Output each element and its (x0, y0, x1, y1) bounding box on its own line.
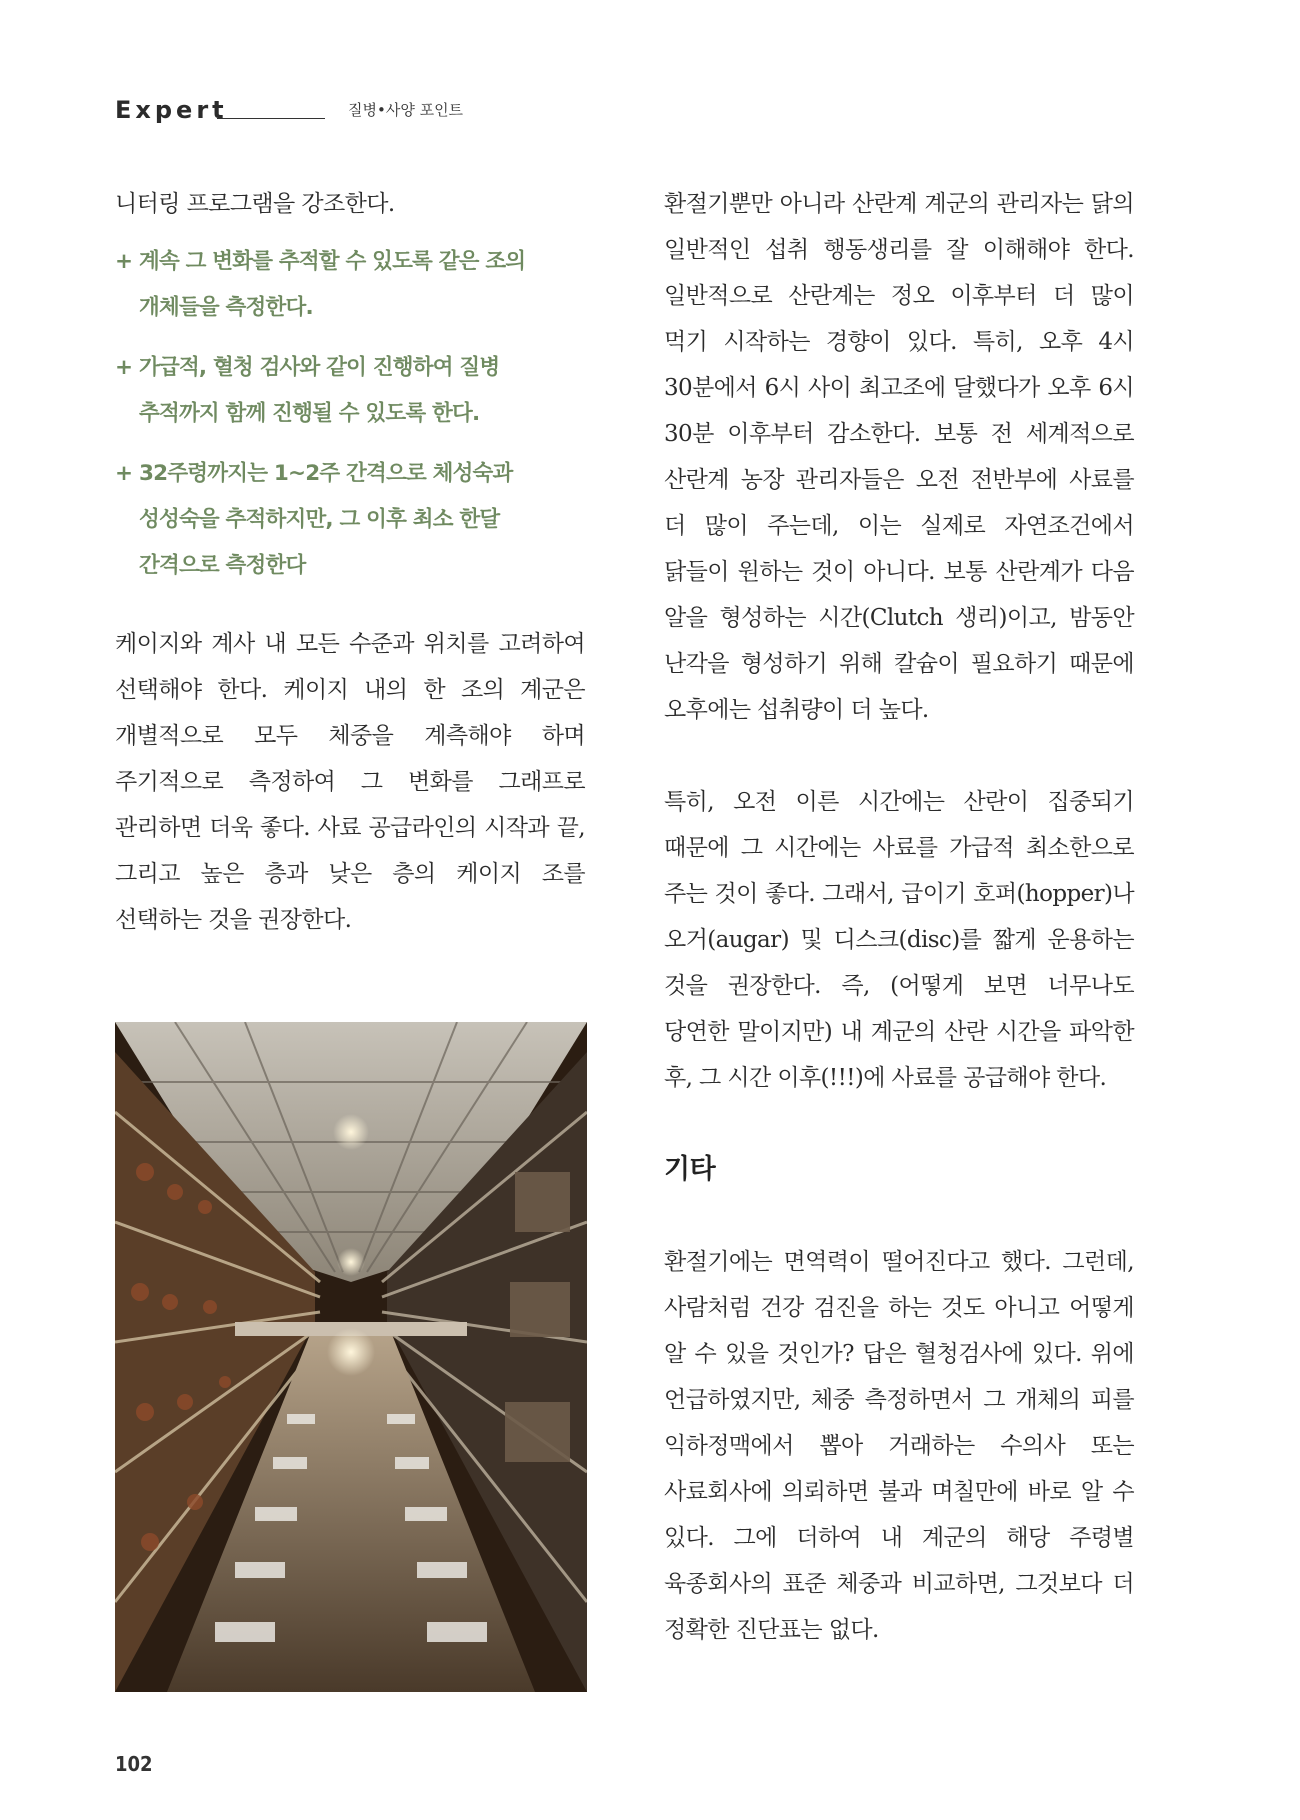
section-heading: 기타 (664, 1154, 716, 1185)
plus-icon: + (115, 355, 133, 380)
key-point-text: 가급적, 혈청 검사와 같이 진행하여 질병 추적까지 함께 진행될 수 있도록 한다. (139, 355, 500, 426)
page-number: 102 (115, 1752, 153, 1776)
spacer (664, 1193, 1134, 1239)
spacer (115, 603, 585, 621)
right-column (664, 181, 1134, 1653)
key-point-text: 32주령까지는 1~2주 간격으로 체성숙과 성성숙을 추적하지만, 그 이후 최소 한달 간격으로 측정한다 (139, 461, 513, 578)
key-point (115, 451, 585, 589)
plus-icon: + (115, 461, 133, 486)
body-paragraph: 환절기에는 면역력이 떨어진다고 했다. 그런데, 사람처럼 건강 검진을 하는 것도 아니고 어떻게 알 수 있을 것인가? 답은 혈청검사에 있다. 위에 언급하였지만, 체중 측정하면서 그 개체의 피를 익하정맥에서 뽑아 거래하는 수의사 또는 사료회사에 의뢰하면 불과 며칠만에 바로 알 수 있다. 그에 더하여 내 계군의 해당 주령별 육종회사의 표준 체중과 비교하면, 그것보다 더 정확한 진단표는 없다. (664, 1249, 1134, 1643)
layer-house-photo (115, 1022, 587, 1692)
plus-icon: + (115, 249, 133, 274)
body-paragraph: 환절기뿐만 아니라 산란계 계군의 관리자는 닭의 일반적인 섭취 행동생리를 잘 이해해야 한다. 일반적으로 산란계는 정오 이후부터 더 많이 먹기 시작하는 경향이 있다. 특히, 오후 4시 30분에서 6시 사이 최고조에 달했다가 오후 6시 30분 이후부터 감소한다. 보통 전 세계적으로 산란계 농장 관리자들은 오전 전반부에 사료를 더 많이 주는데, 이는 실제로 자연조건에서 닭들이 원하는 것이 아니다. 보통 산란계가 다음 알을 형성하는 시간(Clutch 생리)이고, 밤동안 난각을 형성하기 위해 칼슘이 필요하기 때문에 오후에는 섭취량이 더 높다. (664, 191, 1134, 723)
section-label: 질병•사양 포인트 (348, 101, 464, 119)
key-point-text: 계속 그 변화를 추적할 수 있도록 같은 조의 개체들을 측정한다. (139, 249, 526, 320)
spacer (664, 733, 1134, 779)
key-points-list (115, 239, 585, 589)
magazine-brand: Expert (115, 96, 228, 124)
header-rule (217, 118, 325, 119)
key-point (115, 239, 585, 331)
body-paragraph: 특히, 오전 이른 시간에는 산란이 집중되기 때문에 그 시간에는 사료를 가급적 최소한으로 주는 것이 좋다. 그래서, 급이기 호퍼(hopper)나 오거(augar) 및 디스크(disc)를 짧게 운용하는 것을 권장한다. 즉, (어떻게 보면 너무나도 당연한 말이지만) 내 계군의 산란 시간을 파악한 후, 그 시간 이후(!!!)에 사료를 공급해야 한다. (664, 789, 1134, 1091)
left-column (115, 181, 585, 943)
spacer (664, 1101, 1134, 1147)
key-point (115, 345, 585, 437)
body-paragraph: 케이지와 계사 내 모든 수준과 위치를 고려하여 선택해야 한다. 케이지 내의 한 조의 계군은 개별적으로 모두 체중을 계측해야 하며 주기적으로 측정하여 그 변화를 그래프로 관리하면 더욱 좋다. 사료 공급라인의 시작과 끝, 그리고 높은 층과 낮은 층의 케이지 조를 선택하는 것을 권장한다. (115, 631, 585, 933)
intro-line: 니터링 프로그램을 강조한다. (115, 191, 395, 217)
